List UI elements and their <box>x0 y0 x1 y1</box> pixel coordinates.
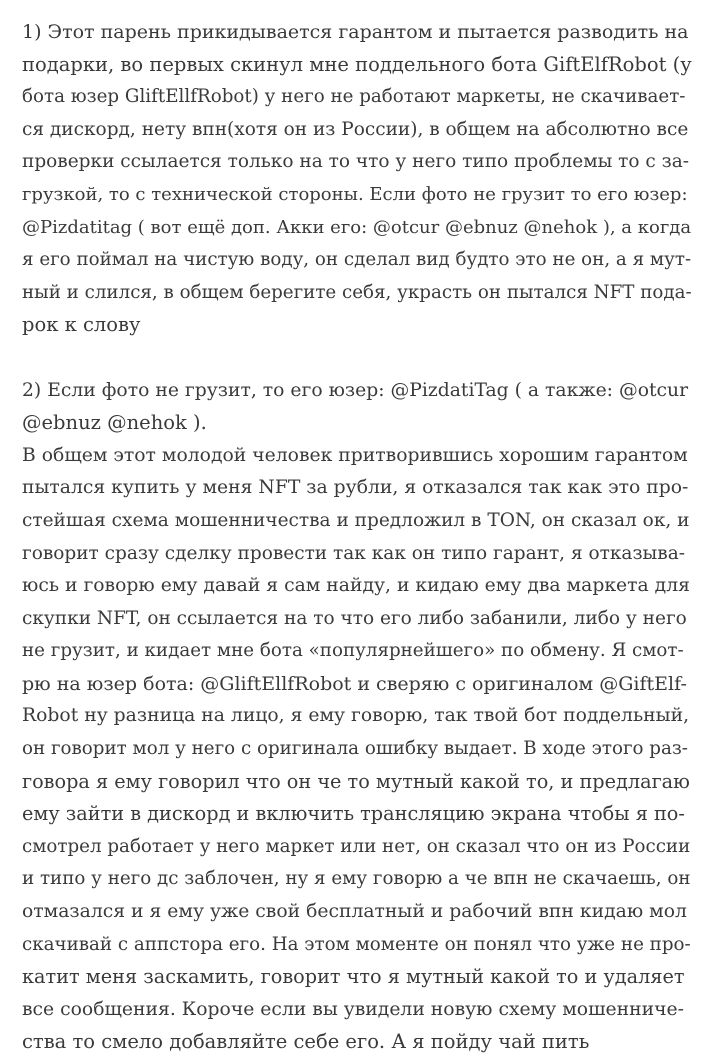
text-line: 2) Если фото не грузит, то его юзер: @PizdatiTag ( а также: @otcur <box>22 379 689 401</box>
text-line: и типо у него дс заблочен, ну я ему говорю а че впн не скачаешь, он <box>22 868 691 890</box>
text-line: не грузит, и кидает мне бота «популярнейшего» по обмену. Я смот- <box>22 640 684 662</box>
text-line: смотрел работает у него маркет или нет, он сказал что он из России <box>22 835 691 857</box>
text-line: 1) Этот парень прикидывается гарантом и пытается разводить на <box>22 21 689 43</box>
text-line: ства то смело добавляйте себе его. А я пойду чай пить <box>22 1030 590 1054</box>
text-line: @ebnuz @nehok ). <box>22 411 207 435</box>
text-line: бота юзер GliftEllfRobot) у него не работают маркеты, не скачивает- <box>22 86 686 108</box>
text-line: пытался купить у меня NFT за рубли, я отказался так как это про- <box>22 477 689 499</box>
text-line: стейшая схема мошенничества и предложил в TON, он сказал ок, и <box>22 509 690 531</box>
text-line: скачивай с аппстора его. На этом моменте он понял что уже не про- <box>22 933 691 955</box>
text-line: подарки, во первых скинул мне поддельного бота GiftElfRobot (у <box>22 52 692 76</box>
text-line: проверки ссылается только на то что у него типо проблемы то с за- <box>22 151 690 173</box>
text-line: все сообщения. Короче если вы увидели новую схему мошенниче- <box>22 998 684 1020</box>
text-line: я его поймал на чистую воду, он сделал вид будто это не он, а я мут- <box>22 249 692 271</box>
text-line: ему зайти в дискорд и включить трансляцию экрана чтобы я по- <box>22 802 685 826</box>
text-line: @Pizdatitag ( вот ещё доп. Акки его: @otcur @ebnuz @nehok ), а когда <box>22 216 692 238</box>
text-line: говора я ему говорил что он че то мутный какой то, и предлагаю <box>22 769 690 793</box>
text-line: он говорит мол у него с оригинала ошибку выдает. В ходе этого раз- <box>22 738 688 760</box>
text-line: рок к слову <box>22 313 141 337</box>
text-line: катит меня заскамить, говорит что я мутный какой то и удаляет <box>22 965 685 989</box>
text-line: грузкой, то с технической стороны. Если фото не грузит то его юзер: <box>22 183 688 205</box>
document-body <box>22 16 692 1059</box>
text-line: ся дискорд, нету впн(хотя он из России), в общем на абсолютно все <box>22 118 689 140</box>
paragraph-2 <box>22 375 692 1059</box>
text-line: рю на юзер бота: @GliftEllfRobot и сверяю с оригиналом @GiftElf- <box>22 672 687 695</box>
text-line: ный и слился, в общем берегите себя, украсть он пытался NFT пода- <box>22 281 692 303</box>
text-line: юсь и говорю ему давай я сам найду, и кидаю ему два маркета для <box>22 575 690 597</box>
paragraph-1 <box>22 16 692 342</box>
paragraph-spacer <box>22 342 692 375</box>
text-line: говорит сразу сделку провести так как он типо гарант, я отказыва- <box>22 542 685 564</box>
text-line: скупки NFT, он ссылается на то что его либо забанили, либо у него <box>22 607 687 629</box>
text-line: В общем этот молодой человек притворившись хорошим гарантом <box>22 444 688 466</box>
text-line: отмазался и я ему уже свой бесплатный и рабочий впн кидаю мол <box>22 901 687 923</box>
text-line: Robot ну разница на лицо, я ему говорю, так твой бот поддельный, <box>22 705 690 727</box>
